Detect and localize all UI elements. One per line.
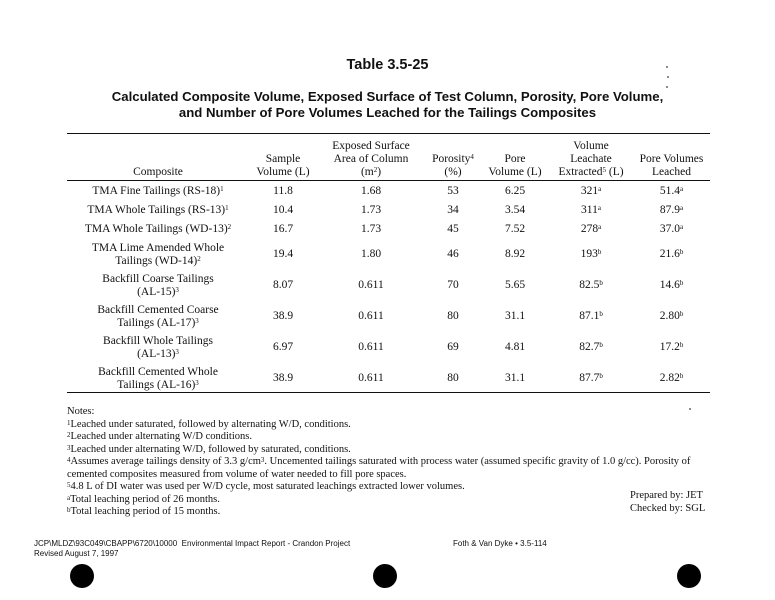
area-cell: 0.611 <box>358 279 384 291</box>
table-row <box>67 220 710 239</box>
composite-name: TMA Fine Tailings $(RS-18)^1$ <box>92 185 224 197</box>
notes-heading: Notes: <box>67 406 95 417</box>
pore-volume-cell: 4.81 <box>504 341 526 353</box>
header-sample-volume: Sample Volume (L) <box>256 153 310 178</box>
area-cell: 1.80 <box>360 248 382 260</box>
porosity-cell: 53 <box>447 185 459 197</box>
porosity-cell: 34 <box>447 204 459 216</box>
footer-company: Foth & Van Dyke <box>453 539 513 548</box>
sample-volume-cell: 8.07 <box>272 279 294 291</box>
sample-volume-cell: 19.4 <box>272 248 294 260</box>
punch-hole-right <box>677 564 701 588</box>
sample-volume-cell: 11.8 <box>273 185 293 197</box>
composite-name: TMA Lime Amended Whole Tailings $(WD-14)^2$ <box>91 241 225 267</box>
leachate-cell: 87.1$^b$ <box>579 310 603 322</box>
leachate-cell: 87.7$^b$ <box>579 372 603 384</box>
table-row <box>67 332 710 363</box>
note-4-continued: cemented composites measured from volume of water needed to fill pore spaces. <box>67 468 407 480</box>
leachate-cell: 278$^a$ <box>580 223 602 235</box>
note-4: $^4$Assumes average tailings density of 3.3 $g/cm^3$. Uncemented tailings saturated with process water (assumed specific gravity of 1.0 g/cc). Porosity of <box>67 456 691 467</box>
porosity-cell: 80 <box>447 372 459 384</box>
table-row <box>67 301 710 332</box>
table-title <box>60 89 715 121</box>
porosity-cell: 45 <box>447 223 459 235</box>
leached-cell: 2.80$^b$ <box>659 310 684 322</box>
pore-volume-cell: 3.54 <box>504 204 526 216</box>
scan-speck <box>666 86 668 88</box>
leachate-cell: 82.7$^b$ <box>579 341 603 353</box>
table-header-row <box>67 135 710 179</box>
area-cell: 1.73 <box>360 223 382 235</box>
pore-volume-cell: 5.65 <box>504 279 526 291</box>
table-row <box>67 363 710 394</box>
table-number: Table 3.5-25 <box>346 57 429 73</box>
footer-file-path: JCP\MLDZ\93C049\CBAPP\6720\10000 <box>34 539 178 548</box>
note-3: $^3$Leached under alternating W/D, followed by saturated, conditions. <box>67 443 351 455</box>
punch-hole-left <box>70 564 94 588</box>
scan-speck <box>689 408 691 410</box>
sample-volume-cell: 16.7 <box>272 223 294 235</box>
leached-cell: 87.9$^a$ <box>659 204 684 216</box>
area-cell: 0.611 <box>358 310 384 322</box>
table-row <box>67 270 710 301</box>
porosity-cell: 70 <box>447 279 459 291</box>
leached-cell: 51.4$^a$ <box>659 185 684 197</box>
punch-hole-center <box>373 564 397 588</box>
area-cell: 1.68 <box>360 185 382 197</box>
leachate-cell: 82.5$^b$ <box>579 279 603 291</box>
leached-cell: 14.6$^b$ <box>659 279 684 291</box>
area-cell: 0.611 <box>358 372 384 384</box>
porosity-cell: 46 <box>447 248 459 260</box>
checked-by: Checked by: SGL <box>630 503 706 514</box>
note-1: $^1$Leached under saturated, followed by alternating W/D, conditions. <box>67 418 351 430</box>
sample-volume-cell: 6.97 <box>272 341 294 353</box>
header-pore-volumes-leached: Pore Volumes Leached <box>639 153 704 178</box>
footer-left <box>34 539 350 559</box>
leached-cell: 17.2$^b$ <box>659 341 684 353</box>
footer-bullet: • <box>515 539 518 548</box>
pore-volume-cell: 31.1 <box>504 372 526 384</box>
header-porosity: Porosity$^4$ (%) <box>432 153 474 178</box>
scan-speck <box>667 76 669 78</box>
porosity-cell: 69 <box>447 341 459 353</box>
pore-volume-cell: 6.25 <box>504 185 526 197</box>
composite-name: Backfill Cemented Coarse Tailings $(AL-17)^3$ <box>97 303 219 329</box>
data-table <box>67 135 710 394</box>
table-row <box>67 201 710 220</box>
table-top-rule <box>67 133 710 134</box>
footer-right <box>453 539 547 548</box>
pore-volume-cell: 7.52 <box>504 223 526 235</box>
footer-report-title: Environmental Impact Report - Crandon Project <box>181 539 351 548</box>
header-composite: Composite <box>133 166 183 178</box>
area-cell: 1.73 <box>360 204 382 216</box>
pore-volume-cell: 31.1 <box>504 310 526 322</box>
composite-name: TMA Whole Tailings $(WD-13)^2$ <box>84 223 232 235</box>
leachate-cell: 321$^a$ <box>580 185 602 197</box>
prepared-by: Prepared by: JET <box>630 490 703 501</box>
table-notes <box>67 406 717 519</box>
note-2: $^2$Leached under alternating W/D conditions. <box>67 431 252 442</box>
sample-volume-cell: 38.9 <box>272 310 294 322</box>
leachate-cell: 193$^b$ <box>580 248 602 260</box>
table-row <box>67 239 710 270</box>
composite-name: Backfill Cemented Whole Tailings $(AL-16)^3$ <box>98 365 218 391</box>
note-5: $^5$4.8 L of DI water was used per W/D cycle, most saturated leachings extracted lower volumes. <box>67 481 465 492</box>
composite-name: Backfill Coarse Tailings $(AL-15)^3$ <box>102 272 214 298</box>
leached-cell: 21.6$^b$ <box>659 248 684 260</box>
porosity-cell: 80 <box>447 310 459 322</box>
composite-name: TMA Whole Tailings $(RS-13)^1$ <box>87 204 229 216</box>
table-row <box>67 179 710 201</box>
footer-page-number: 3.5-114 <box>520 539 547 548</box>
footer-revised: Revised August 7, 1997 <box>34 549 119 558</box>
header-pore-volume: Pore Volume (L) <box>488 153 542 178</box>
note-b: $^b$Total leaching period of 15 months. <box>67 506 221 517</box>
sample-volume-cell: 38.9 <box>272 372 294 384</box>
composite-name: Backfill Whole Tailings $(AL-13)^3$ <box>103 334 213 360</box>
area-cell: 0.611 <box>358 341 384 353</box>
sample-volume-cell: 10.4 <box>272 204 294 216</box>
signoff-block <box>630 489 705 515</box>
scan-speck <box>666 66 668 68</box>
leached-cell: 2.82$^b$ <box>659 372 684 384</box>
table-title-line-2: and Number of Pore Volumes Leached for the Tailings Composites <box>178 105 597 120</box>
leachate-cell: 311$^a$ <box>581 204 601 216</box>
leached-cell: 37.0$^a$ <box>659 223 684 235</box>
header-exposed-area: Exposed Surface Area of Column $(m^2)$ <box>332 140 410 178</box>
table-title-line-1: Calculated Composite Volume, Exposed Surface of Test Column, Porosity, Pore Volume, <box>111 89 664 104</box>
note-a: $^a$Total leaching period of 26 months. <box>67 493 220 505</box>
header-leachate-extracted: Volume Leachate Extracted$^5$ (L) <box>558 140 624 178</box>
pore-volume-cell: 8.92 <box>504 248 526 260</box>
